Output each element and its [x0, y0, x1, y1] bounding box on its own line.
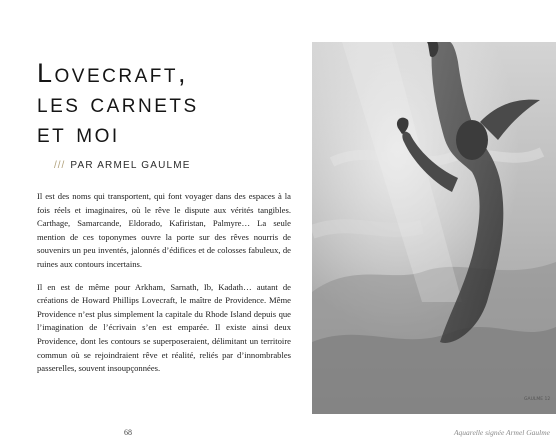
byline-author: PAR ARMEL GAULME	[70, 160, 191, 171]
watercolor-image	[312, 42, 556, 414]
article-title	[37, 58, 297, 148]
byline	[54, 160, 294, 171]
title-line: Lovecraft,	[37, 58, 188, 88]
creature-figure-illustration	[312, 42, 556, 414]
byline-ornament: ///	[54, 160, 66, 171]
title-line: et moi	[37, 118, 120, 148]
body-text	[37, 190, 291, 385]
page-number: 68	[124, 428, 132, 437]
illustration-caption: Aquarelle signée Armel Gaulme	[453, 428, 550, 437]
paragraph: Il est des noms qui transportent, qui font voyager dans des espaces à la fois réels et imaginaires, où le rêve le dispute aux vérités tangibles. Carthage, Samarcande, Eldorado, Kafiristan, Palmyre… La seule mention de ces toponymes ouvre la porte sur des rêves nourris de souvenirs un peu inventés, jalonnés d’édifices et de colosses fabuleux, de ruines aux contours incertains.	[37, 191, 291, 269]
illustration-signature: GAULME 12	[524, 397, 551, 402]
paragraph: Il en est de même pour Arkham, Sarnath, Ib, Kadath… autant de créations de Howard Phillips Lovecraft, le maître de Providence. Même Providence n’est plus simplement la capitale du Rhode Island depuis que l’imagination de l’écrivain s’en est emparée. Il existe ainsi deux Providence, dont les contours se superposeraient, délimitant un territoire commun où se rejoindraient rêve et réalité, reliés par d’innombrables passerelles, souvent insoupçonnées.	[37, 281, 291, 374]
title-line: les carnets	[37, 88, 199, 118]
